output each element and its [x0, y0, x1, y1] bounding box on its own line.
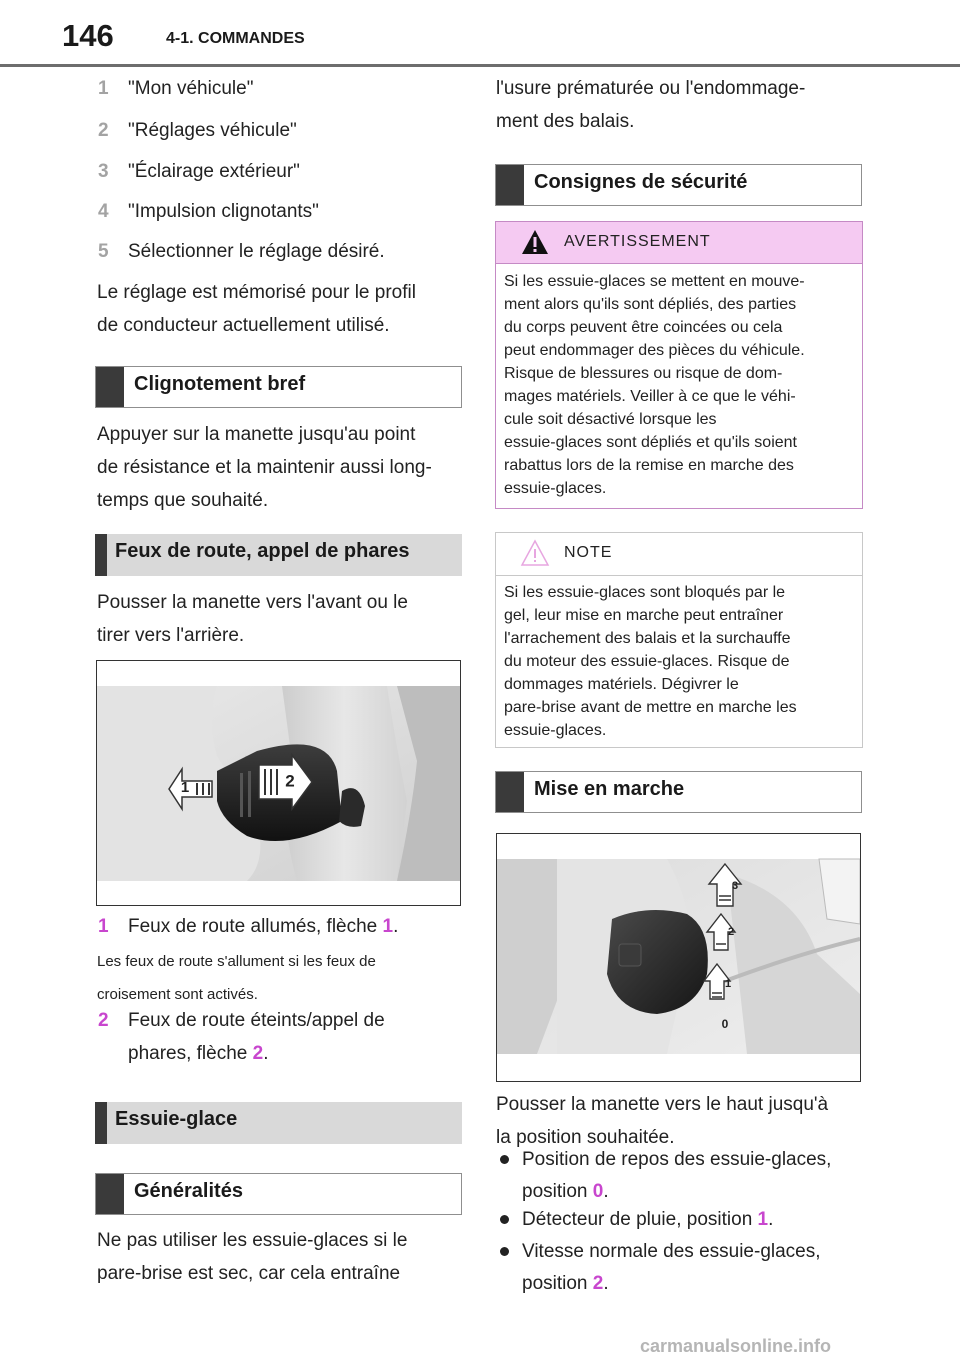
section-heading-safety: Consignes de sécurité [495, 164, 862, 206]
step-text: Sélectionner le réglage désiré. [128, 241, 385, 262]
chapter-title: 4-1. COMMANDES [166, 30, 305, 47]
watermark: carmanualsonline.info [640, 1336, 832, 1356]
item1-note: Les feux de route s'allument si les feux de croisement sont activés. [97, 953, 376, 1003]
bullet-dot [500, 1155, 509, 1164]
step-text: "Mon véhicule" [128, 78, 254, 99]
bullet-rest-position: Position de repos des essuie-glaces, position 0. [522, 1149, 832, 1202]
warning-text: Si les essuie-glaces se mettent en mouve- ment alors qu'ils sont dépliés, des parties du corps peuvent être coincées ou cela peut endommager des pièces du véhicule. Risque de blessures ou risque de dom- mages matériels. Veiller à ce que le véhi- cule soit désactivé lorsque les essuie-glaces sont dépliés et qu'ils soient rabattus lors de la remise en marche des essuie-glaces. [504, 273, 805, 497]
step-number: 4 [98, 201, 109, 222]
figure-high-beam-lever [96, 660, 461, 906]
warning-label: AVERTISSEMENT [564, 233, 711, 250]
warning-box [495, 221, 863, 509]
section-heading-wiper: Essuie-glace [95, 1102, 462, 1144]
arrow-2-label: 2 [285, 771, 295, 791]
note-text: Si les essuie-glaces sont bloqués par le gel, leur mise en marche peut entraîner l'arrachement des balais et la surchauffe du moteur des essuie-glaces. Risque de dommages matériels. Dégivrer le pare-brise avant de mettre en marche les essuie-glaces. [504, 584, 797, 739]
high-beam-paragraph: Pousser la manette vers l'avant ou le tirer vers l'arrière. [97, 592, 408, 646]
position-2-label: 2 [727, 925, 735, 938]
step-text: "Réglages véhicule" [128, 120, 297, 141]
position-3-label: 3 [731, 879, 739, 892]
bullet-dot [500, 1215, 509, 1224]
step-text: "Éclairage extérieur" [128, 161, 300, 182]
section-heading-start: Mise en marche [495, 771, 862, 813]
section-heading-flash: Clignotement bref [95, 366, 462, 408]
step-number: 2 [98, 120, 109, 141]
arrow-ref: 1 [382, 916, 394, 937]
bullet-dot [500, 1247, 509, 1256]
warning-icon [520, 228, 550, 256]
item-high-beam-off-cont: phares, flèche 2. [128, 1043, 269, 1064]
continued-paragraph: l'usure prématurée ou l'endommage- ment des balais. [496, 78, 806, 132]
section-heading-high-beam: Feux de route, appel de phares [95, 534, 462, 576]
flash-paragraph: Appuyer sur la manette jusqu'au point de résistance et la maintenir aussi long- temps que souhaité. [97, 424, 432, 511]
step-number: 3 [98, 161, 109, 182]
note-label: NOTE [564, 544, 613, 561]
arrow-1-label: 1 [180, 778, 190, 796]
lever-illustration [97, 661, 460, 905]
arrow-ref: 2 [252, 1043, 264, 1064]
step-number: 5 [98, 241, 109, 262]
note-box [495, 532, 863, 748]
general-paragraph: Ne pas utiliser les essuie-glaces si le pare-brise est sec, car cela entraîne [97, 1230, 408, 1284]
step-number: 1 [98, 78, 109, 99]
header-rule [0, 64, 960, 67]
start-paragraph: Pousser la manette vers le haut jusqu'à la position souhaitée. [496, 1094, 829, 1148]
bullet-normal-speed: Vitesse normale des essuie-glaces, position 2. [522, 1241, 821, 1294]
bullet-rain-sensor: Détecteur de pluie, position 1. [522, 1209, 774, 1230]
page-number: 146 [62, 18, 114, 53]
figure-wiper-lever [496, 833, 861, 1082]
memo-paragraph: Le réglage est mémorisé pour le profil de conducteur actuellement utilisé. [97, 282, 416, 336]
position-1-label: 1 [724, 977, 732, 990]
caution-outline-icon [520, 539, 550, 567]
position-0-label: 0 [721, 1017, 729, 1032]
section-heading-general: Généralités [95, 1173, 462, 1215]
wiper-lever-illustration [497, 834, 860, 1081]
step-text: "Impulsion clignotants" [128, 201, 319, 222]
